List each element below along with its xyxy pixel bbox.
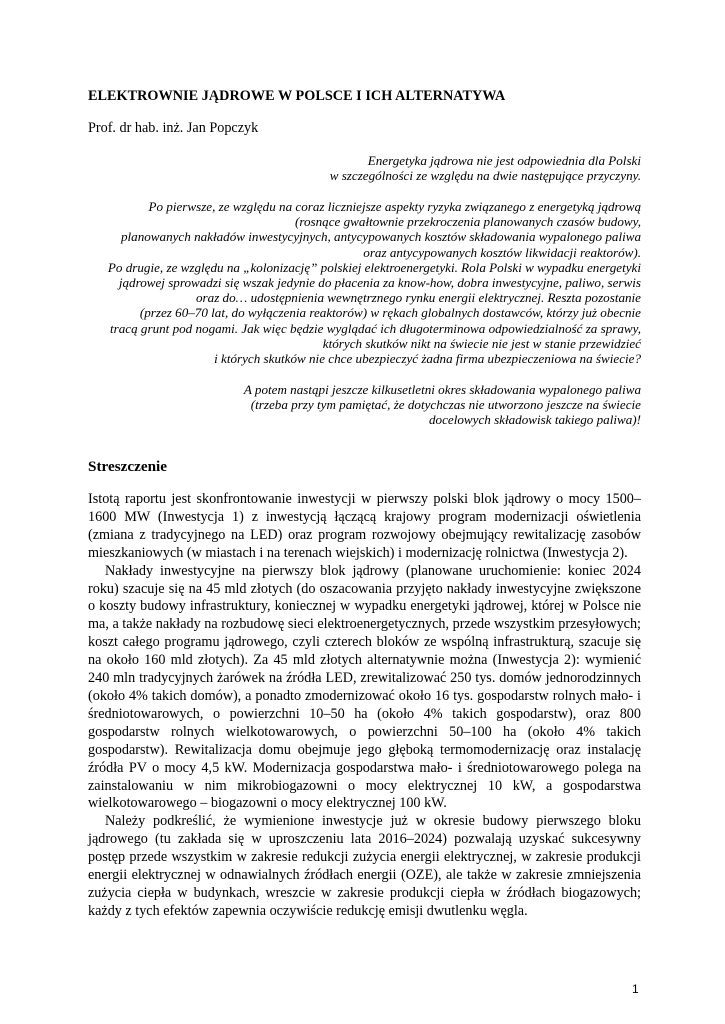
author-line: Prof. dr hab. inż. Jan Popczyk [88, 120, 259, 136]
motto-line: Energetyka jądrowa nie jest odpowiednia dla Polski [367, 153, 641, 168]
motto-line: których skutków nikt na świecie nie jest w stanie przewidzieć [322, 335, 641, 351]
motto-line: (przez 60–70 lat, do wyłączenia reaktorów) w rękach globalnych dostawców, którzy już obecnie [139, 305, 641, 321]
page-number: 1 [632, 982, 639, 996]
paragraph: Należy podkreślić, że wymienione inwestycje już w okresie budowy pierwszego bloku jądrowego (tu zakłada się w uproszczeniu lata 2016–2024) pozwalają uzyskać sukcesywny postęp przede wszystkim w zakresie redukcji zużycia energii elektrycznej, w zakresie produkcji energii elektrycznej w odnawialnych źródłach energii (OZE), ale także w zakresie zmniejszenia zużycia ciepła w budynkach, wreszcie w zakresie produkcji ciepła w źródłach biogazowych; każdy z tych efektów zapewnia oczywiście redukcję emisji dwutlenku węgla. [88, 813, 641, 919]
motto-line: i których skutków nie chce ubezpieczyć żadna firma ubezpieczeniowa na świecie? [214, 351, 641, 367]
motto-line: (trzeba przy tym pamiętać, że dotychczas nie utworzono jeszcze na świecie [250, 397, 641, 413]
motto-line: planowanych nakładów inwestycyjnych, antycypowanych kosztów składowania wypalonego paliwa [120, 229, 641, 245]
motto-line: oraz do… udostępnienia wewnętrznego rynku energii elektrycznej. Reszta pozostanie [196, 290, 641, 306]
section-heading: Streszczenie [88, 458, 167, 475]
motto-block-1 [88, 153, 641, 183]
motto-line: tracą grunt pod nogami. Jak więc będzie wyglądać ich długoterminowa odpowiedzialność za sprawy, [110, 320, 641, 336]
document-title: ELEKTROWNIE JĄDROWE W POLSCE I ICH ALTERNATYWA [88, 88, 506, 104]
motto-line: docelowych składowisk takiego paliwa)! [429, 412, 641, 428]
motto-block-2 [88, 199, 641, 366]
paragraph: Istotą raportu jest skonfrontowanie inwestycji w pierwszy polski blok jądrowy o mocy 1500–1600 MW (Inwestycja 1) z inwestycją łączącą krajowy program modernizacji oświetlenia (zmiana z tradycyjnego na LED) oraz program rozwojowy obejmujący rewitalizację zasobów mieszkaniowych (w miastach i na terenach wiejskich) i modernizację rolnictwa (Inwestycja 2). [88, 491, 641, 561]
motto-block-3 [88, 382, 641, 428]
motto-line: Po drugie, ze względu na „kolonizację” polskiej elektroenergetyki. Rola Polski w wypadku energetyki [107, 259, 641, 275]
motto-line: A potem nastąpi jeszcze kilkusetletni okres składowania wypalonego paliwa [243, 382, 641, 397]
motto-line: Po pierwsze, ze względu na coraz liczniejsze aspekty ryzyka związanego z energetyką jądrową [148, 199, 641, 214]
motto-line: jądrowej sprowadzi się wszak jedynie do płacenia za know-how, dobra inwestycyjne, paliwo, serwis [118, 275, 641, 291]
motto-line: oraz antycypowanych kosztów likwidacji reaktorów). [363, 244, 641, 260]
summary-body [88, 491, 641, 921]
motto-line: (rosnące gwałtownie przekroczenia planowanych czasów budowy, [295, 214, 641, 230]
motto-line: w szczególności ze względu na dwie następujące przyczyny. [329, 168, 641, 184]
paragraph: Nakłady inwestycyjne na pierwszy blok jądrowy (planowane uruchomienie: koniec 2024 roku) szacuje się na 45 mld złotych (do oszacowania przyjęto nakłady inwestycyjne zwiększone o koszty budowy infrastruktury, koniecznej w wypadku energetyki jądrowej, której w Polsce nie ma, a także nakłady na rozbudowę sieci elektroenergetycznych, przede wszystkim przesyłowych; koszt całego programu jądrowego, czyli czterech bloków ze wspólną infrastrukturą, szacuje się na około 160 mld złotych). Za 45 mld złotych alternatywnie można (Inwestycja 2): wymienić 240 mln tradycyjnych żarówek na źródła LED, zrewitalizować 250 tys. domów jednorodzinnych (około 4% takich domów), a ponadto zmodernizować około 16 tys. gospodarstw rolnych mało- i średniotowarowych, o powierzchni 10–50 ha (około 4% takich gospodarstw), oraz 800 gospodarstw rolnych wielkotowarowych, o powierzchni 50–100 ha (około 4% takich gospodarstw). Rewitalizacja domu obejmuje jego głęboką termomodernizację oraz instalację źródła PV o mocy 4,5 kW. Modernizacja gospodarstwa mało- i średniotowarowego polega na zainstalowaniu w nim mikrobiogazowni o mocy elektrycznej 10 kW, a gospodarstwa wielkotowarowego – biogazowni o mocy elektrycznej 100 kW. [88, 562, 641, 812]
